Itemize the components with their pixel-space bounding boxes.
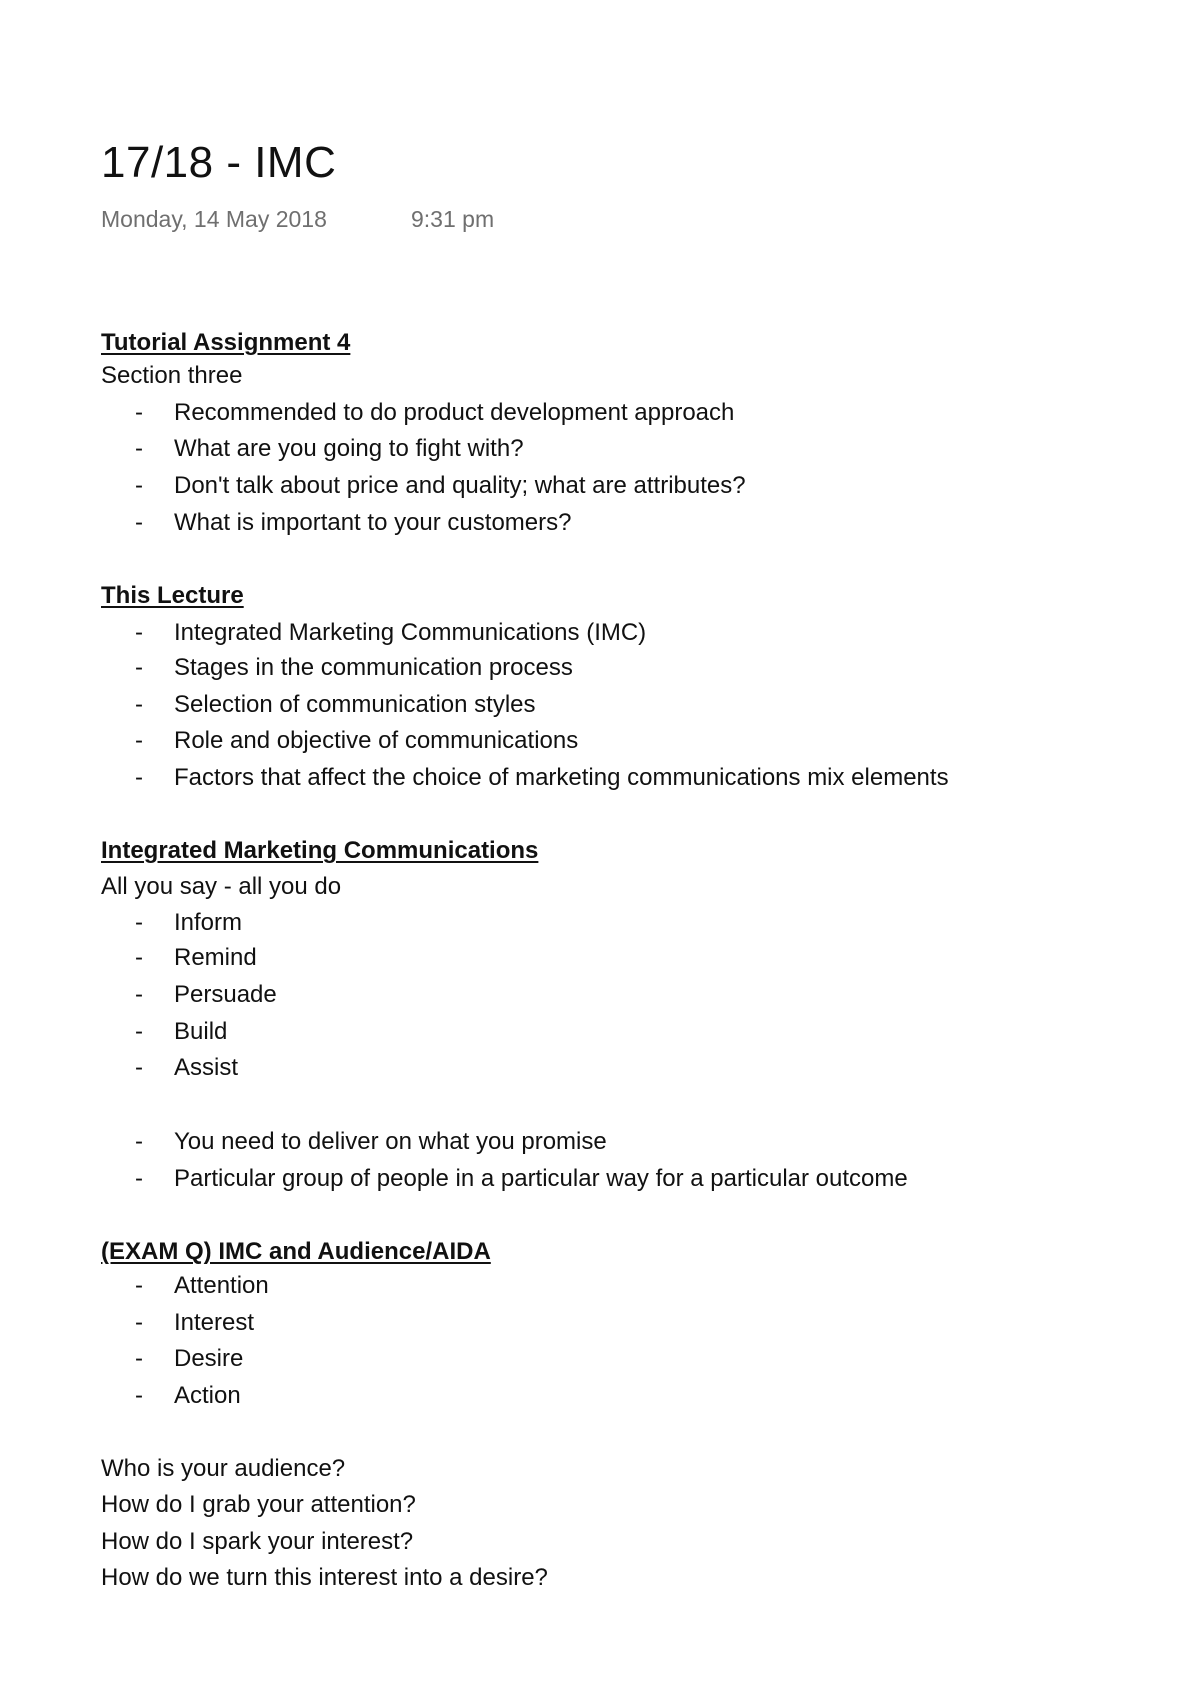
bullet-dash: - (135, 1165, 143, 1192)
list-item-text: Desire (174, 1345, 244, 1372)
bullet-dash: - (135, 764, 143, 791)
bullet-dash: - (135, 1272, 143, 1299)
list-item-text: Factors that affect the choice of marketing communications mix elements (174, 764, 949, 791)
list-item-text: Integrated Marketing Communications (IMC) (174, 619, 647, 646)
list-item-text: Inform (174, 909, 243, 936)
bullet-dash: - (135, 1382, 143, 1409)
list-item-text: What are you going to fight with? (174, 435, 524, 462)
bullet-dash: - (135, 727, 143, 754)
list-item-text: Assist (174, 1054, 239, 1081)
note-date: Monday, 14 May 2018 (101, 206, 327, 232)
list-item-text: Selection of communication styles (174, 691, 536, 718)
list-item-text: Particular group of people in a particular way for a particular outcome (174, 1165, 908, 1192)
bullet-dash: - (135, 909, 143, 936)
list-item-text: Role and objective of communications (174, 727, 579, 754)
list-item-text: Action (174, 1382, 241, 1409)
list-item-text: Build (174, 1018, 228, 1045)
section-heading-aida: (EXAM Q) IMC and Audience/AIDA (101, 1238, 491, 1265)
bullet-dash: - (135, 1345, 143, 1372)
bullet-dash: - (135, 1309, 143, 1336)
bullet-dash: - (135, 619, 143, 646)
bullet-dash: - (135, 944, 143, 971)
section-subtext-tutorial: Section three (101, 362, 243, 389)
bullet-dash: - (135, 1128, 143, 1155)
section-heading-imc: Integrated Marketing Communications (101, 837, 539, 864)
list-item-text: Attention (174, 1272, 269, 1299)
note-time: 9:31 pm (411, 206, 495, 232)
bullet-dash: - (135, 654, 143, 681)
section-heading-lecture: This Lecture (101, 582, 244, 609)
list-item-text: What is important to your customers? (174, 509, 572, 536)
list-item-text: Persuade (174, 981, 277, 1008)
list-item-text: Interest (174, 1309, 255, 1336)
list-item-text: Recommended to do product development approach (174, 399, 735, 426)
list-item-text: Remind (174, 944, 257, 971)
list-item-text: You need to deliver on what you promise (174, 1128, 607, 1155)
question-line: How do we turn this interest into a desire? (101, 1564, 548, 1591)
bullet-dash: - (135, 472, 143, 499)
question-line: Who is your audience? (101, 1455, 346, 1482)
bullet-dash: - (135, 981, 143, 1008)
bullet-dash: - (135, 691, 143, 718)
section-heading-tutorial: Tutorial Assignment 4 (101, 329, 351, 356)
question-line: How do I grab your attention? (101, 1491, 416, 1518)
page-title: 17/18 - IMC (101, 138, 337, 187)
bullet-dash: - (135, 509, 143, 536)
list-item-text: Don't talk about price and quality; what are attributes? (174, 472, 746, 499)
bullet-dash: - (135, 1018, 143, 1045)
section-subtext-imc: All you say - all you do (101, 873, 342, 900)
bullet-dash: - (135, 399, 143, 426)
question-line: How do I spark your interest? (101, 1528, 414, 1555)
bullet-dash: - (135, 1054, 143, 1081)
list-item-text: Stages in the communication process (174, 654, 573, 681)
bullet-dash: - (135, 435, 143, 462)
